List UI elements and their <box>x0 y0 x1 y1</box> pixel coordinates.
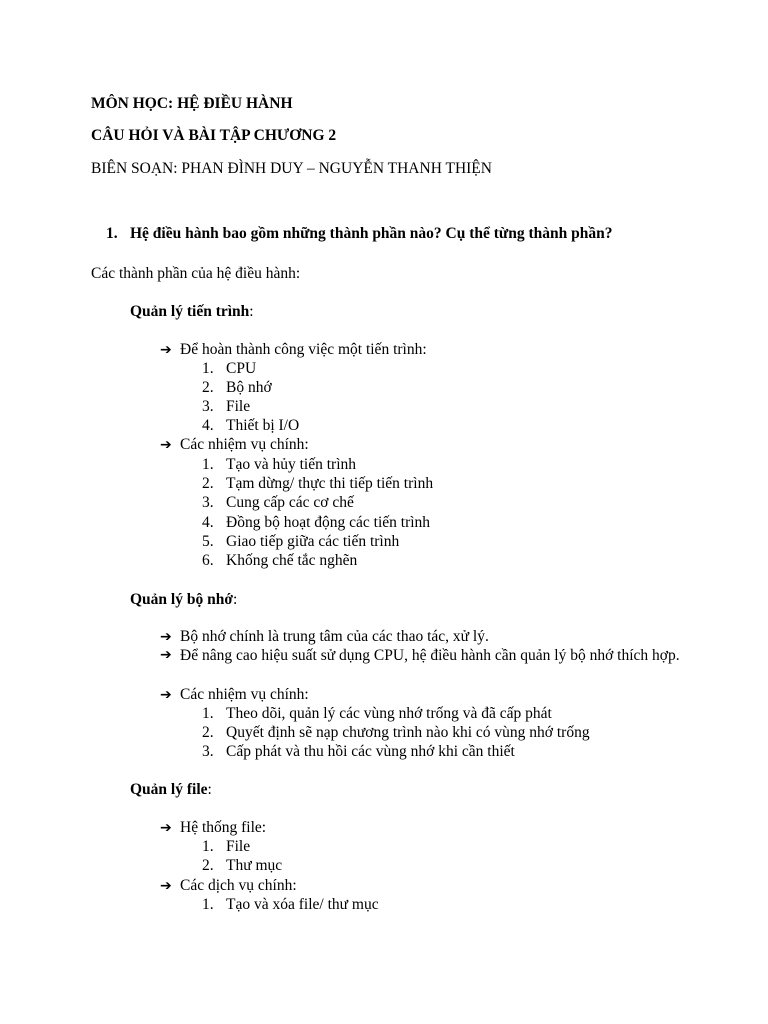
heading-colon: : <box>207 781 212 798</box>
list-item <box>202 493 354 512</box>
item-number: 1. <box>202 705 214 722</box>
list-item <box>202 397 250 416</box>
item-text: Tạm dừng/ thực thi tiếp tiến trình <box>226 475 434 492</box>
section-heading-process <box>130 302 254 321</box>
item-number: 3. <box>202 743 214 760</box>
item-text: Cung cấp các cơ chế <box>226 494 354 511</box>
course-title: MÔN HỌC: HỆ ĐIỀU HÀNH <box>91 95 293 112</box>
item-number: 4. <box>202 514 214 531</box>
item-text: Thiết bị I/O <box>226 417 300 434</box>
item-text: File <box>226 838 251 855</box>
arrow-icon: ➔ <box>160 878 172 894</box>
arrow-icon: ➔ <box>160 687 172 703</box>
item-number: 1. <box>202 360 214 377</box>
intro-text: Các thành phần của hệ điều hành: <box>91 265 301 282</box>
list-item <box>202 723 590 742</box>
item-text: Theo dõi, quản lý các vùng nhớ trống và đã cấp phát <box>226 705 552 722</box>
bullet-text: Để nâng cao hiệu suất sử dụng CPU, hệ điều hành cần quản lý bộ nhớ thích hợp. <box>180 647 680 664</box>
list-item <box>202 837 250 856</box>
heading-colon: : <box>249 303 254 320</box>
item-text: Cấp phát và thu hồi các vùng nhớ khi cần thiết <box>226 743 515 760</box>
item-number: 2. <box>202 724 214 741</box>
arrow-bullet <box>160 818 266 838</box>
list-item <box>202 378 272 397</box>
list-item <box>202 551 357 570</box>
arrow-bullet <box>160 876 297 896</box>
item-number: 3. <box>202 494 214 511</box>
item-text: File <box>226 398 251 415</box>
list-item <box>202 742 515 761</box>
arrow-bullet <box>160 627 489 647</box>
item-number: 2. <box>202 857 214 874</box>
bullet-text: Hệ thống file: <box>180 819 267 836</box>
item-number: 1. <box>202 838 214 855</box>
arrow-icon: ➔ <box>160 820 172 836</box>
question-1 <box>106 224 613 243</box>
bullet-text: Bộ nhớ chính là trung tâm của các thao tác, xử lý. <box>180 628 489 645</box>
bullet-text: Các dịch vụ chính: <box>180 877 297 894</box>
section-heading-text: Quản lý bộ nhớ <box>130 591 233 608</box>
bullet-text: Các nhiệm vụ chính: <box>180 436 309 453</box>
item-text: Đồng bộ hoạt động các tiến trình <box>226 514 431 531</box>
item-text: CPU <box>226 360 257 377</box>
item-number: 3. <box>202 398 214 415</box>
section-heading-text: Quản lý file <box>130 781 208 798</box>
bullet-text: Các nhiệm vụ chính: <box>180 686 309 703</box>
item-number: 2. <box>202 379 214 396</box>
arrow-bullet <box>160 646 700 665</box>
item-text: Giao tiếp giữa các tiến trình <box>226 533 400 550</box>
section-heading-text: Quản lý tiến trình <box>130 303 250 320</box>
authors-line: BIÊN SOẠN: PHAN ĐÌNH DUY – NGUYỄN THANH THIỆN <box>91 160 492 177</box>
item-number: 4. <box>202 417 214 434</box>
item-text: Khống chế tắc nghẽn <box>226 552 358 569</box>
item-text: Thư mục <box>226 857 283 874</box>
item-text: Tạo và xóa file/ thư mục <box>226 896 379 913</box>
section-heading-file <box>130 780 212 799</box>
arrow-icon: ➔ <box>160 437 172 453</box>
arrow-bullet <box>160 340 427 360</box>
item-number: 5. <box>202 533 214 550</box>
chapter-title: CÂU HỎI VÀ BÀI TẬP CHƯƠNG 2 <box>91 127 337 144</box>
list-item <box>202 455 356 474</box>
bullet-text: Để hoàn thành công việc một tiến trình: <box>180 341 427 358</box>
item-number: 1. <box>202 896 214 913</box>
arrow-bullet <box>160 435 309 455</box>
list-item <box>202 359 256 378</box>
item-number: 2. <box>202 475 214 492</box>
arrow-bullet <box>160 685 309 705</box>
question-number: 1. <box>106 225 118 242</box>
question-text: Hệ điều hành bao gồm những thành phần nào? Cụ thể từng thành phần? <box>130 225 613 242</box>
list-item <box>202 513 430 532</box>
list-item <box>202 856 282 875</box>
list-item <box>202 895 379 914</box>
item-number: 6. <box>202 552 214 569</box>
list-item <box>202 474 433 493</box>
arrow-icon: ➔ <box>160 629 172 645</box>
item-text: Bộ nhớ <box>226 379 272 396</box>
list-item <box>202 532 399 551</box>
heading-colon: : <box>232 591 238 608</box>
list-item <box>202 416 299 435</box>
item-text: Quyết định sẽ nạp chương trình nào khi có vùng nhớ trống <box>226 724 590 741</box>
item-number: 1. <box>202 456 214 473</box>
arrow-icon: ➔ <box>160 647 172 663</box>
list-item <box>202 704 552 723</box>
arrow-icon: ➔ <box>160 342 172 358</box>
item-text: Tạo và hủy tiến trình <box>226 456 356 473</box>
section-heading-memory <box>130 590 237 609</box>
